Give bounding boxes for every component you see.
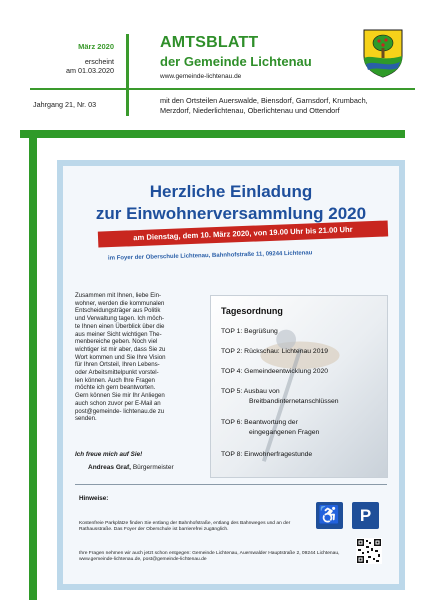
agenda-item <box>221 387 339 406</box>
body-line: für Ihren Ortsteil, Ihren Lebens- <box>75 361 160 369</box>
body-line: Zusammen mit Ihnen, liebe Ein- <box>75 292 162 299</box>
parking-icon: P <box>352 502 379 529</box>
closing-line: Ich freue mich auf Sie! <box>75 451 143 458</box>
date-ribbon: am Dienstag, dem 10. März 2020, von 19.00 Uhr bis 21.00 Uhr <box>98 220 388 247</box>
agenda-item-detail: eingegangenen Fragen <box>249 428 320 436</box>
qr-code-icon <box>356 538 382 564</box>
agenda-title: Tagesordnung <box>221 306 283 316</box>
signature <box>88 464 174 471</box>
page-title: AMTSBLATT <box>160 34 259 51</box>
green-frame-left <box>29 130 37 600</box>
agenda-item-label: TOP 6: Beantwortung der <box>221 419 298 426</box>
agenda-item-detail: Breitbandinternetanschlüssen <box>249 397 339 405</box>
body-line: auch schon zuvor per E-Mail an <box>75 399 161 407</box>
wheelchair-icon: ♿ <box>316 502 343 529</box>
poster-headline-1: Herzliche Einladung <box>149 182 313 201</box>
body-line: wichtiger ist mir aber, dass Sie zu <box>75 345 166 353</box>
agenda-item <box>221 450 312 460</box>
districts-line-1: mit den Ortsteilen Auerswalde, Biensdorf, Garnsdorf, Krumbach, <box>160 96 368 105</box>
districts-line-2: Merzdorf, Niederlichtenau, Oberlichtenau und Ottendorf <box>160 106 340 115</box>
body-line: und Verwaltung tagen. Ich möch- <box>75 315 165 323</box>
agenda-item-label: TOP 1: Begrüßung <box>221 328 278 335</box>
poster-headline-2: zur Einwohnerversammlung 2020 <box>95 204 367 223</box>
appears-date: am 01.03.2020 <box>66 66 114 75</box>
coat-of-arms-icon <box>362 28 404 78</box>
appears-label: erscheint <box>84 57 114 66</box>
invitation-text <box>75 292 201 423</box>
body-line: Gern können Sie mir Ihr Anliegen <box>75 392 165 400</box>
venue-line: im Foyer der Oberschule Lichtenau, Bahnhofstraße 11, 09244 Lichtenau <box>107 250 313 262</box>
agenda-item-label: TOP 2: Rückschau: Lichtenau 2019 <box>221 348 329 355</box>
districts-line <box>160 96 425 116</box>
agenda-item <box>221 327 278 337</box>
issue-month: März 2020 <box>78 42 114 51</box>
signer-role: Bürgermeister <box>132 464 174 471</box>
body-line: Entscheidungsträger aus Politik <box>75 307 161 315</box>
header-rule <box>30 88 415 90</box>
body-line: senden. <box>75 415 97 423</box>
agenda-item <box>221 418 319 437</box>
contact-text: Ihre Fragen nehmen wir auch jetzt schon entgegen: Gemeinde Lichtenau, Auerswalder Hauptstraße 2, 09244 Lichtenau, www.gemeinde-lichtenau.de, post@gemeinde-lichtenau.de <box>79 551 340 563</box>
header-divider <box>126 34 129 116</box>
issue-number: Jahrgang 21, Nr. 03 <box>33 100 97 109</box>
agenda-item <box>221 347 328 357</box>
agenda-item-label: TOP 5: Ausbau von <box>221 388 280 395</box>
agenda-item-label: TOP 4: Gemeindeentwicklung 2020 <box>221 368 329 375</box>
body-line: Wort kommen und Sie Ihre Vision <box>75 353 166 361</box>
hints-text: Kostenfreie Parkplätze finden Sie entlang der Bahnhofstraße, entlang des Bahnweges und an der Rathausstraße. Das Foyer der Oberschule ist barrierefrei zugänglich. <box>79 521 291 533</box>
body-line: möchte ich gern beantworten. <box>75 384 156 392</box>
signer-name: Andreas Graf, <box>88 464 131 471</box>
agenda-item-label: TOP 8: Einwohnerfragestunde <box>221 451 313 458</box>
website-url: www.gemeinde-lichtenau.de <box>160 73 242 80</box>
body-line: te Ihnen einen Überblick über die <box>75 322 165 330</box>
poster-divider <box>75 484 387 485</box>
body-line: oder Arbeitsmittelpunkt vorstel- <box>75 369 159 377</box>
hints-title: Hinweise: <box>79 495 109 502</box>
agenda-item <box>221 367 328 377</box>
page-subtitle: der Gemeinde Lichtenau <box>160 54 312 69</box>
masthead-meta <box>50 42 114 75</box>
body-line: menbereiche geben. Noch viel <box>75 338 158 346</box>
body-line: aus meiner Sicht wichtigen The- <box>75 330 162 338</box>
body-line: len können. Auch Ihre Fragen <box>75 376 155 384</box>
body-line: post@gemeinde- lichtenau.de zu <box>75 407 165 415</box>
green-frame-top <box>20 130 405 138</box>
body-line: wohner, werden die kommunalen <box>75 299 165 307</box>
